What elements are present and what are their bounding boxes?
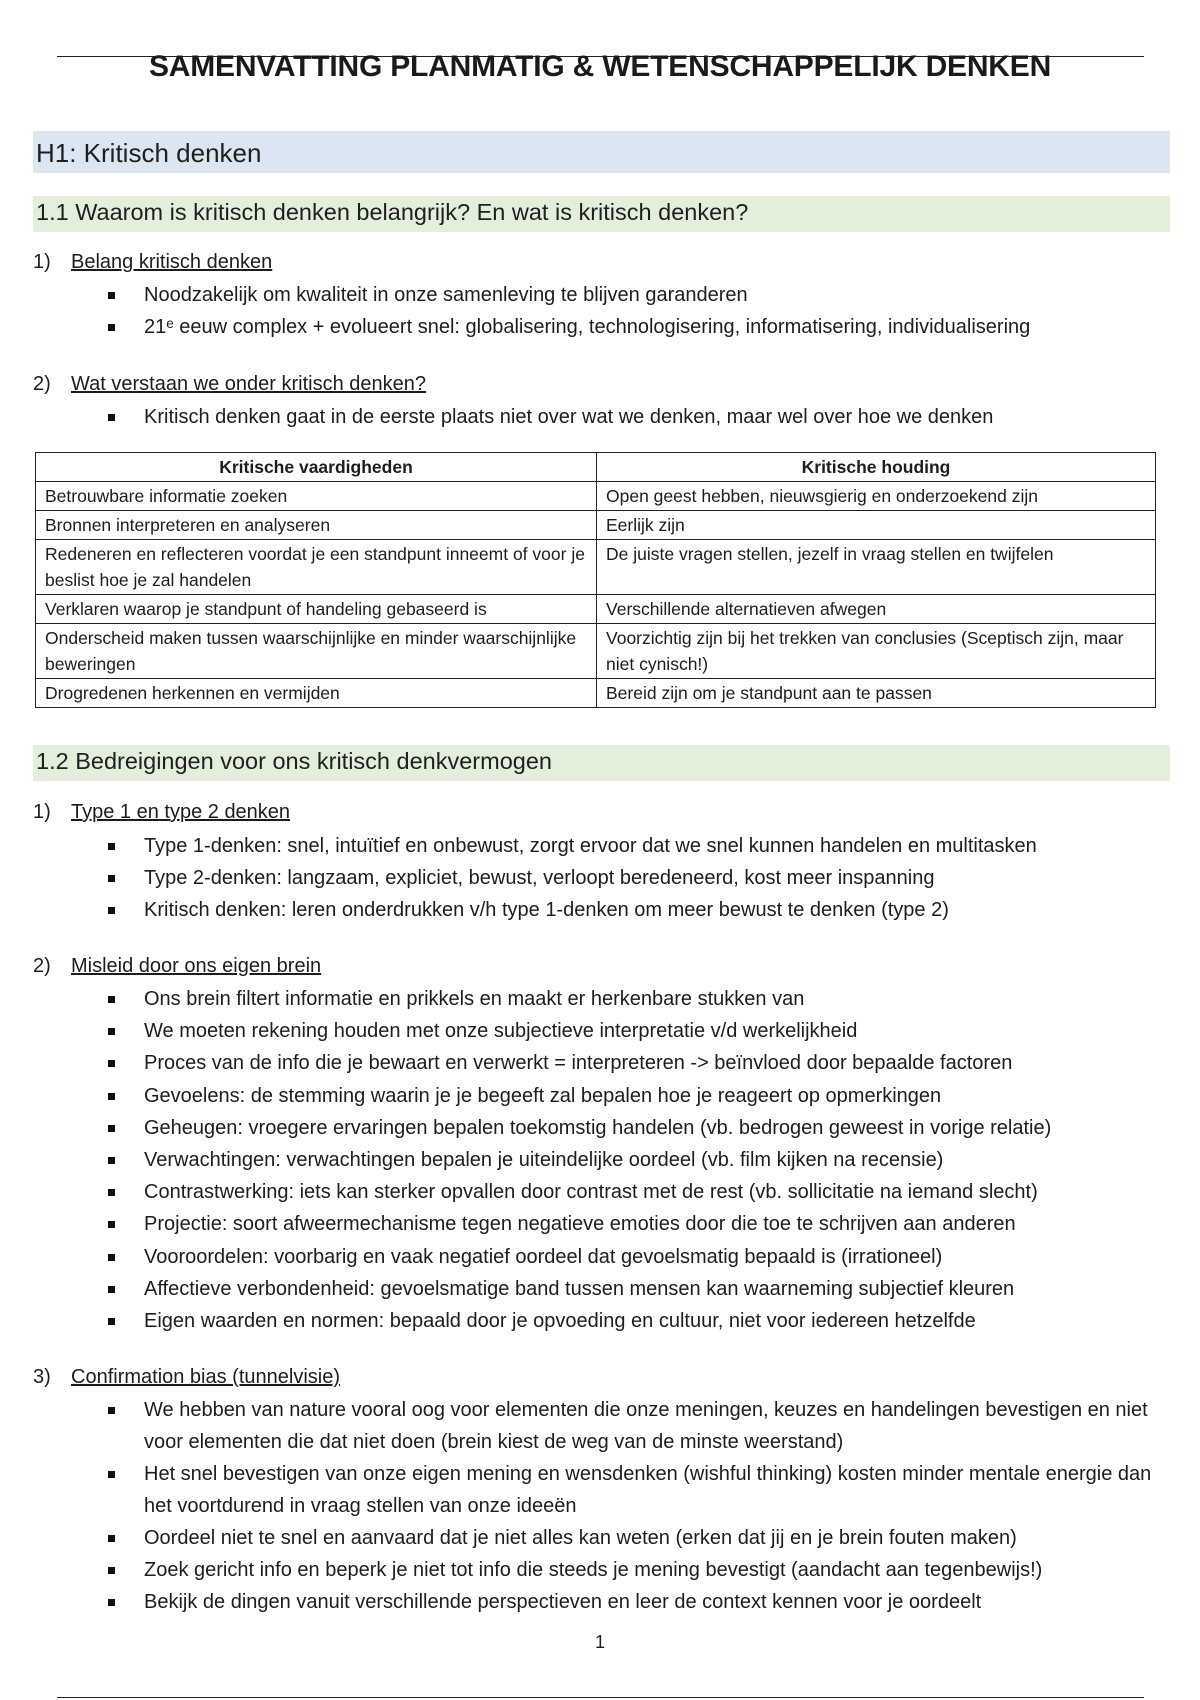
item-number: 3)	[33, 1366, 51, 1388]
bottom-rule	[57, 1697, 1144, 1698]
list-item: Geheugen: vroegere ervaringen bepalen toekomstig handelen (vb. bedrogen geweest in vorige relatie)	[108, 1112, 1168, 1144]
numbered-item-1-2-1	[33, 801, 290, 824]
list-item: Het snel bevestigen van onze eigen mening en wensdenken (wishful thinking) kosten minder mentale energie dan het voortdurend in vraag stellen van onze ideeën	[108, 1458, 1168, 1522]
section-heading-band-1-1	[33, 196, 1170, 232]
numbered-item-1-1-2	[33, 373, 426, 396]
list-item: Eigen waarden en normen: bepaald door je opvoeding en cultuur, niet voor iedereen hetzelfde	[108, 1305, 1168, 1337]
table-row	[36, 540, 1156, 595]
table-row	[36, 482, 1156, 511]
table-cell: Bronnen interpreteren en analyseren	[36, 511, 597, 540]
table-cell: Betrouwbare informatie zoeken	[36, 482, 597, 511]
list-item: Type 1-denken: snel, intuïtief en onbewust, zorgt ervoor dat we snel kunnen handelen en multitasken	[108, 830, 1168, 862]
table-cell: Voorzichtig zijn bij het trekken van conclusies (Sceptisch zijn, maar niet cynisch!)	[597, 624, 1156, 679]
document-title: SAMENVATTING PLANMATIG & WETENSCHAPPELIJK DENKEN	[148, 50, 1052, 83]
list-item: Projectie: soort afweermechanisme tegen negatieve emoties door die toe te schrijven aan anderen	[108, 1208, 1168, 1240]
item-label: Wat verstaan we onder kritisch denken?	[71, 373, 426, 395]
item-label: Type 1 en type 2 denken	[71, 801, 291, 823]
bullet-list-1-2-2	[108, 983, 1168, 1337]
item-label: Misleid door ons eigen brein	[71, 955, 322, 977]
table-cell: Onderscheid maken tussen waarschijnlijke en minder waarschijnlijke beweringen	[36, 624, 597, 679]
list-item: Kritisch denken: leren onderdrukken v/h type 1-denken om meer bewust te denken (type 2)	[108, 894, 1168, 926]
table-cell: Open geest hebben, nieuwsgierig en onderzoekend zijn	[597, 482, 1156, 511]
item-number: 2)	[33, 955, 51, 977]
list-item: Bekijk de dingen vanuit verschillende perspectieven en leer de context kennen voor je oordeelt	[108, 1586, 1168, 1618]
list-item: Type 2-denken: langzaam, expliciet, bewust, verloopt beredeneerd, kost meer inspanning	[108, 862, 1168, 894]
bullet-list-1-1-2	[108, 401, 1168, 433]
item-number: 2)	[33, 373, 51, 395]
chapter-heading-band	[33, 131, 1170, 173]
list-item: Verwachtingen: verwachtingen bepalen je uiteindelijke oordeel (vb. film kijken na recensie)	[108, 1144, 1168, 1176]
bullet-list-1-2-3	[108, 1394, 1168, 1618]
list-item: Gevoelens: de stemming waarin je je begeeft zal bepalen hoe je reageert op opmerkingen	[108, 1080, 1168, 1112]
section-heading-band-1-2	[33, 745, 1170, 781]
list-item: We hebben van nature vooral oog voor elementen die onze meningen, keuzes en handelingen bevestigen en niet voor elementen die dat niet doen (brein kiest de weg van de minste weerstand)	[108, 1394, 1168, 1458]
critical-thinking-table	[35, 452, 1156, 708]
numbered-item-1-1-1	[33, 251, 272, 274]
list-item: Proces van de info die je bewaart en verwerkt = interpreteren -> beïnvloed door bepaalde factoren	[108, 1047, 1168, 1079]
section-heading-1-1: 1.1 Waarom is kritisch denken belangrijk? En wat is kritisch denken?	[36, 199, 749, 225]
list-item: 21ᵉ eeuw complex + evolueert snel: globalisering, technologisering, informatisering, individualisering	[108, 311, 1168, 343]
table-cell: Verklaren waarop je standpunt of handeling gebaseerd is	[36, 595, 597, 624]
table-row	[36, 595, 1156, 624]
column-header: Kritische houding	[597, 453, 1156, 482]
table-cell: De juiste vragen stellen, jezelf in vraag stellen en twijfelen	[597, 540, 1156, 595]
list-item: Oordeel niet te snel en aanvaard dat je niet alles kan weten (erken dat jij en je brein fouten maken)	[108, 1522, 1168, 1554]
list-item: Affectieve verbondenheid: gevoelsmatige band tussen mensen kan waarneming subjectief kleuren	[108, 1273, 1168, 1305]
table-header-row	[36, 453, 1156, 482]
list-item: Kritisch denken gaat in de eerste plaats niet over wat we denken, maar wel over hoe we denken	[108, 401, 1168, 433]
table-row	[36, 624, 1156, 679]
table-cell: Redeneren en reflecteren voordat je een standpunt inneemt of voor je beslist hoe je zal handelen	[36, 540, 597, 595]
numbered-item-1-2-2	[33, 955, 321, 978]
item-label: Confirmation bias (tunnelvisie)	[71, 1366, 341, 1388]
table-cell: Eerlijk zijn	[597, 511, 1156, 540]
list-item: Ons brein filtert informatie en prikkels en maakt er herkenbare stukken van	[108, 983, 1168, 1015]
item-number: 1)	[33, 801, 51, 823]
table-cell: Bereid zijn om je standpunt aan te passen	[597, 679, 1156, 708]
table-cell: Drogredenen herkennen en vermijden	[36, 679, 597, 708]
numbered-item-1-2-3	[33, 1366, 340, 1389]
list-item: We moeten rekening houden met onze subjectieve interpretatie v/d werkelijkheid	[108, 1015, 1168, 1047]
table-cell: Verschillende alternatieven afwegen	[597, 595, 1156, 624]
list-item: Noodzakelijk om kwaliteit in onze samenleving te blijven garanderen	[108, 279, 1168, 311]
page-number: 1	[594, 1632, 605, 1652]
list-item: Contrastwerking: iets kan sterker opvallen door contrast met de rest (vb. sollicitatie na iemand slecht)	[108, 1176, 1168, 1208]
chapter-heading: H1: Kritisch denken	[36, 138, 262, 168]
bullet-list-1-1-1	[108, 279, 1168, 343]
item-number: 1)	[33, 251, 51, 273]
list-item: Vooroordelen: voorbarig en vaak negatief oordeel dat gevoelsmatig bepaald is (irrationeel)	[108, 1241, 1168, 1273]
item-label: Belang kritisch denken	[71, 251, 273, 273]
table-row	[36, 679, 1156, 708]
section-heading-1-2: 1.2 Bedreigingen voor ons kritisch denkvermogen	[36, 748, 552, 774]
column-header: Kritische vaardigheden	[36, 453, 597, 482]
list-item: Zoek gericht info en beperk je niet tot info die steeds je mening bevestigt (aandacht aan tegenbewijs!)	[108, 1554, 1168, 1586]
bullet-list-1-2-1	[108, 830, 1168, 926]
table-row	[36, 511, 1156, 540]
